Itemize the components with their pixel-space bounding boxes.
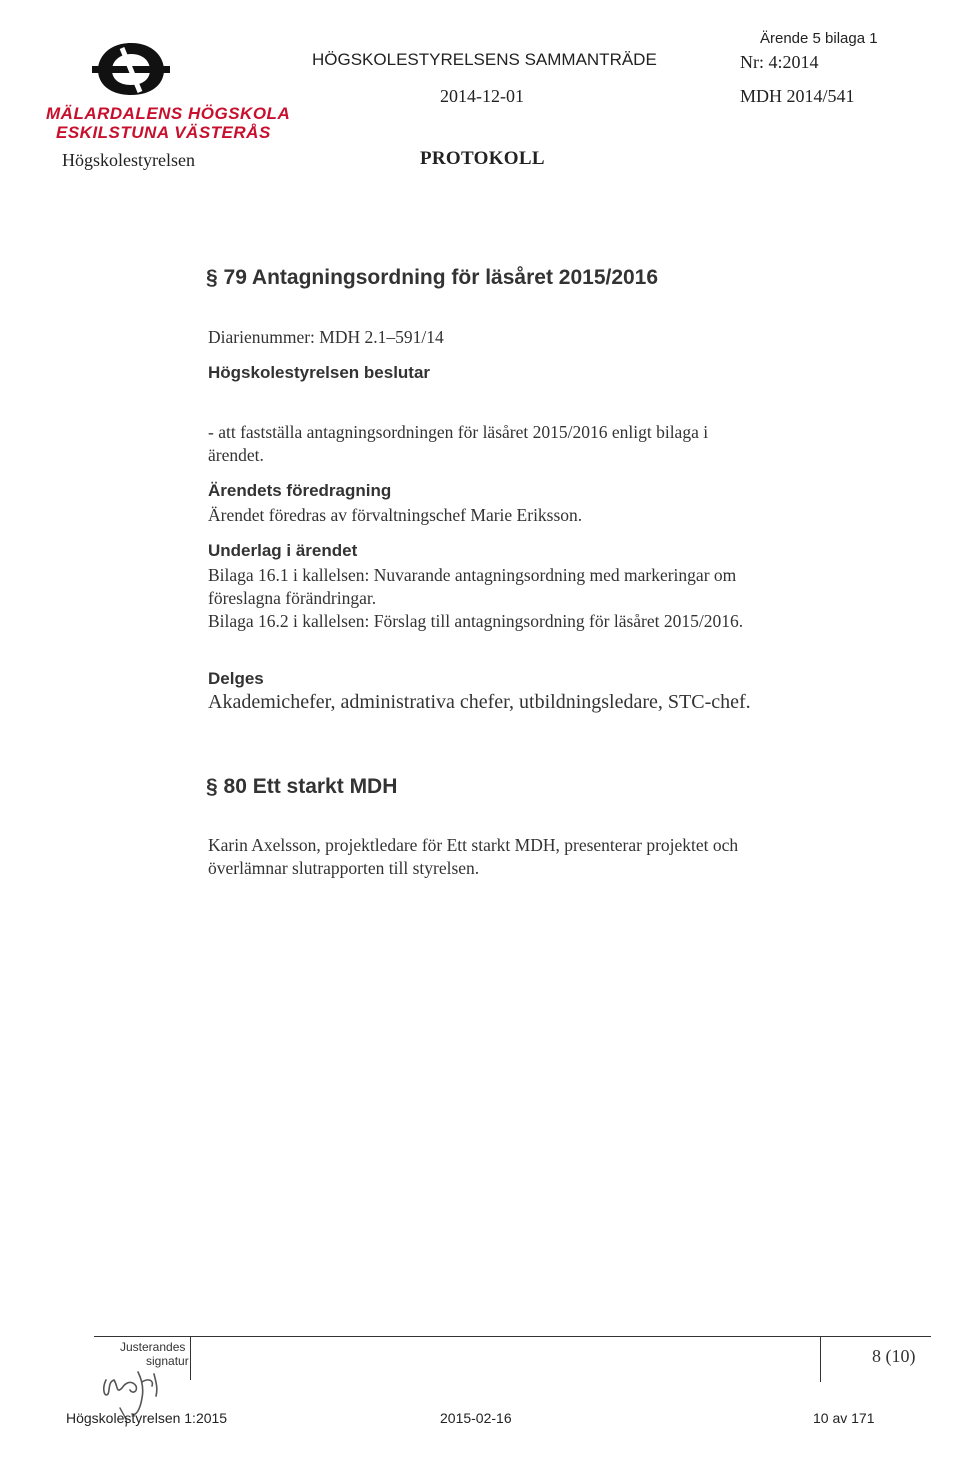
basis-line-2: föreslagna förändringar. — [208, 588, 377, 608]
page-box-divider — [820, 1336, 821, 1382]
basis-line-1: Bilaga 16.1 i kallelsen: Nuvarande antagningsordning med markeringar om — [208, 565, 737, 585]
decision-line-2: ärendet. — [208, 445, 264, 465]
page-of: 8 (10) — [872, 1346, 916, 1366]
section-79-title: § 79 Antagningsordning för läsåret 2015/2016 — [206, 266, 659, 289]
protocol-number: Nr: 4:2014 — [740, 52, 819, 72]
stamp-page: 10 av 171 — [813, 1410, 875, 1426]
decision-line-1: - att fastställa antagningsordningen för läsåret 2015/2016 enligt bilaga i — [208, 422, 709, 442]
signature-box-divider — [190, 1336, 191, 1380]
meeting-title: HÖGSKOLESTYRELSENS SAMMANTRÄDE — [312, 50, 657, 69]
attachment-ref: Ärende 5 bilaga 1 — [760, 30, 878, 47]
section-80-line-1: Karin Axelsson, projektledare för Ett starkt MDH, presenterar projektet och — [208, 835, 739, 855]
section-80-line-2: överlämnar slutrapporten till styrelsen. — [208, 858, 480, 878]
footer-divider — [94, 1336, 931, 1337]
university-name-line1: MÄLARDALENS HÖGSKOLA — [46, 104, 291, 123]
diarienummer: Diarienummer: MDH 2.1–591/14 — [208, 327, 444, 347]
distribution-text: Akademichefer, administrativa chefer, utbildningsledare, STC-chef. — [208, 691, 751, 713]
decision-heading: Högskolestyrelsen beslutar — [208, 363, 431, 382]
doc-type: PROTOKOLL — [420, 148, 545, 169]
stamp-date: 2015-02-16 — [440, 1410, 512, 1426]
meeting-date: 2014-12-01 — [440, 86, 524, 106]
university-name-line2: ESKILSTUNA VÄSTERÅS — [56, 123, 271, 142]
basis-heading: Underlag i ärendet — [208, 541, 358, 560]
section-80-title: § 80 Ett starkt MDH — [206, 775, 398, 798]
distribution-heading: Delges — [208, 669, 264, 688]
presentation-text: Ärendet föredras av förvaltningschef Marie Eriksson. — [208, 505, 583, 525]
university-logo-icon — [92, 40, 170, 98]
basis-line-3: Bilaga 16.2 i kallelsen: Förslag till antagningsordning för läsåret 2015/2016. — [208, 611, 744, 631]
stamp-org: Högskolestyrelsen 1:2015 — [66, 1410, 228, 1426]
case-number: MDH 2014/541 — [740, 86, 855, 106]
header-org: Högskolestyrelsen — [62, 150, 195, 170]
signature-label-line2: signatur — [146, 1354, 189, 1368]
signature-label-line1: Justerandes — [120, 1340, 186, 1354]
presentation-heading: Ärendets föredragning — [208, 481, 392, 500]
